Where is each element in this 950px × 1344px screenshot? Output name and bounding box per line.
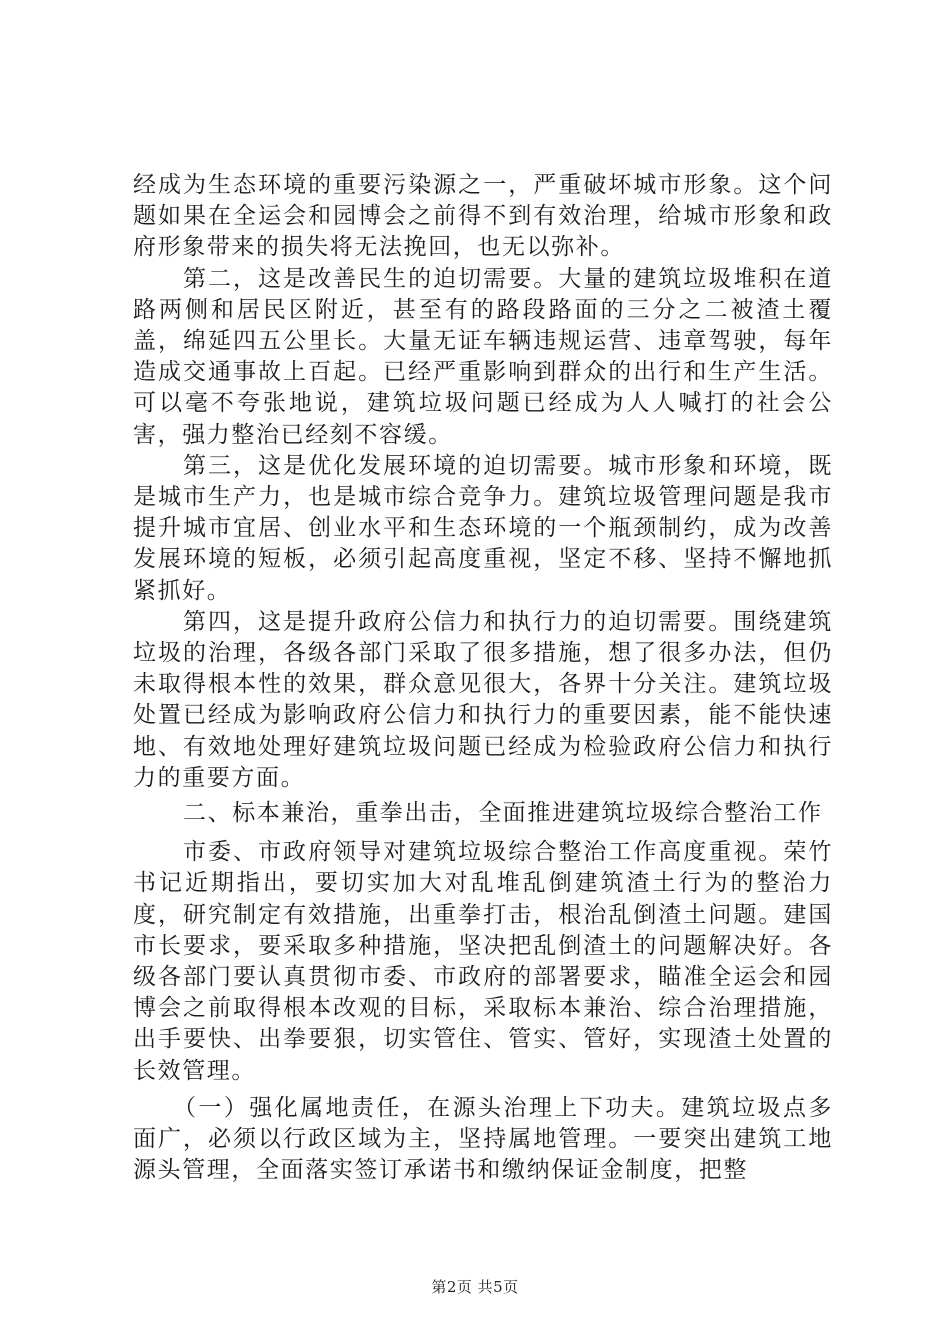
page-indicator: 第2页 共5页	[431, 1278, 519, 1296]
paragraph-fourth-point: 第四，这是提升政府公信力和执行力的迫切需要。围绕建筑垃圾的治理，各级各部门采取了很多措施，想了很多办法，但仍未取得根本性的效果，群众意见很大，各界十分关注。建筑垃圾处置已经成为影响政府公信力和执行力的重要因素，能不能快速地、有效地处理好建筑垃圾问题已经成为检验政府公信力和执行力的重要方面。	[133, 608, 833, 791]
paragraph-leadership: 市委、市政府领导对建筑垃圾综合整治工作高度重视。荣竹书记近期指出，要切实加大对乱堆乱倒建筑渣土行为的整治力度，研究制定有效措施，出重拳打击，根治乱倒渣土问题。建国市长要求，要采取多种措施，坚决把乱倒渣土的问题解决好。各级各部门要认真贯彻市委、市政府的部署要求，瞄准全运会和园博会之前取得根本改观的目标，采取标本兼治、综合治理措施，出手要快、出拳要狠，切实管住、管实、管好，实现渣土处置的长效管理。	[133, 839, 833, 1084]
section-heading: 二、标本兼治，重拳出击，全面推进建筑垃圾综合整治工作	[183, 800, 823, 827]
document-body	[133, 170, 833, 1187]
paragraph-second-point: 第二，这是改善民生的迫切需要。大量的建筑垃圾堆积在道路两侧和居民区附近，甚至有的路段路面的三分之二被渣土覆盖，绵延四五公里长。大量无证车辆违规运营、违章驾驶，每年造成交通事故上百起。已经严重影响到群众的出行和生产生活。可以毫不夸张地说，建筑垃圾问题已经成为人人喊打的社会公害，强力整治已经刻不容缓。	[133, 265, 833, 448]
paragraph-subsection-one: （一）强化属地责任，在源头治理上下功夫。建筑垃圾点多面广，必须以行政区域为主，坚持属地管理。一要突出建筑工地源头管理，全面落实签订承诺书和缴纳保证金制度，把整	[133, 1094, 833, 1184]
paragraph-continuation: 经成为生态环境的重要污染源之一，严重破坏城市形象。这个问题如果在全运会和园博会之前得不到有效治理，给城市形象和政府形象带来的损失将无法挽回，也无以弥补。	[133, 172, 833, 261]
paragraph-third-point: 第三，这是优化发展环境的迫切需要。城市形象和环境，既是城市生产力，也是城市综合竞争力。建筑垃圾管理问题是我市提升城市宜居、创业水平和生态环境的一个瓶颈制约，成为改善发展环境的短板，必须引起高度重视，坚定不移、坚持不懈地抓紧抓好。	[133, 452, 833, 604]
